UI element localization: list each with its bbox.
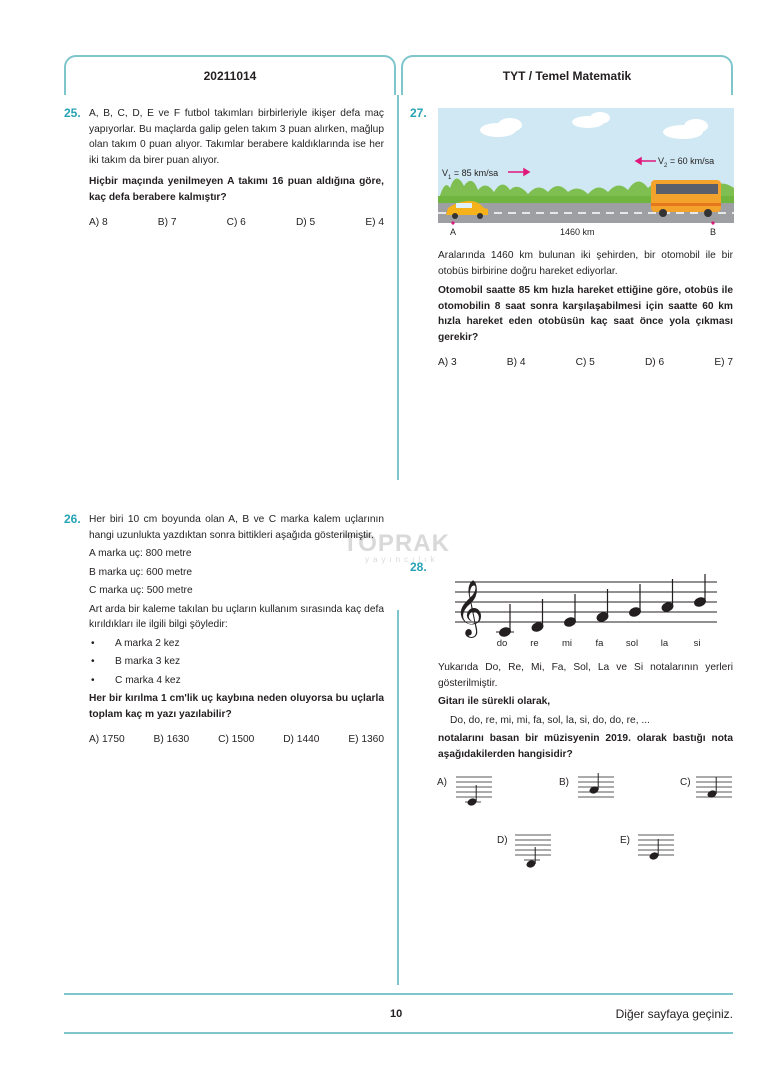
q26-line-a: A marka uç: 800 metre	[89, 548, 192, 559]
watermark-brand: TOPRAK	[343, 530, 450, 557]
q25-option-b[interactable]: B) 7	[157, 217, 177, 228]
footer-rule-bottom	[64, 1032, 733, 1034]
note-label-do: do	[496, 638, 508, 649]
q25-options	[89, 215, 384, 231]
note-label-si: si	[693, 638, 701, 649]
point-b-label: B	[710, 227, 717, 237]
distance-label: 1460 km	[560, 227, 595, 237]
q26-bullet-b: • B marka 3 kez	[89, 654, 384, 670]
bus	[651, 180, 721, 217]
q27-option-b[interactable]: B) 4	[506, 357, 526, 368]
q28-sequence: Do, do, re, mi, mi, fa, sol, la, si, do, do, re, ...	[450, 714, 650, 726]
bullet-icon: •	[91, 637, 95, 649]
q26-bullet-a: • A marka 2 kez	[89, 636, 384, 652]
header-subject: TYT / Temel Matematik	[401, 55, 733, 95]
q27-option-d[interactable]: D) 6	[644, 357, 665, 368]
q28-option-e[interactable]: E)	[620, 831, 680, 871]
bullet-icon: •	[91, 674, 95, 686]
q26-line-b: B marka uç: 600 metre	[89, 566, 193, 578]
footer-rule-top	[64, 993, 733, 995]
q28-text: Yukarıda Do, Re, Mi, Fa, Sol, La ve Si notalarının yerleri gösterilmiştir.	[438, 662, 733, 689]
q27-options	[438, 355, 733, 371]
q26-option-e[interactable]: E) 1360	[348, 734, 384, 745]
note-label-mi: mi	[561, 638, 573, 649]
page-number: 10	[390, 1008, 403, 1020]
question-27	[438, 248, 733, 371]
q28-option-c[interactable]: C)	[680, 773, 740, 813]
q28-option-a[interactable]: A)	[437, 773, 497, 813]
q27-number: 27.	[410, 106, 427, 120]
question-26	[89, 512, 384, 748]
q26-line-c: C marka uç: 500 metre	[89, 585, 193, 596]
v1-label: $V_1 = 85$ km/sa	[442, 168, 499, 181]
q28-lead: Gitarı ile sürekli olarak,	[438, 696, 551, 707]
bullet-icon: •	[91, 656, 95, 667]
q26-text: Her biri 10 cm boyunda olan A, B ve C marka kalem uçlarının hangi uzunlukta yazdıktan sonra bittikleri aşağıda gösterilmiştir.	[89, 514, 384, 541]
q27-road-figure	[438, 108, 734, 238]
notes	[496, 574, 707, 638]
q28-option-d[interactable]: D)	[497, 831, 557, 871]
question-28	[438, 660, 733, 765]
q27-question: Otomobil saatte 85 km hızla hareket ettiğine göre, otobüs ile otomobilin 8 saat sonra karşılaşabilmesi için saatte 60 km hızla hareket eden otobüsün kaç saat önce yola çıkması gerekir?	[438, 285, 733, 343]
q26-option-b[interactable]: B) 1630	[153, 734, 190, 745]
q26-question: Her bir kırılma 1 cm'lik uç kaybına neden oluyorsa bu uçlarla toplam kaç m yazı yazılabilir?	[89, 693, 384, 720]
q25-text: A, B, C, D, E ve F futbol takımları birbirleriyle ikişer defa maç yapıyorlar. Bu maçlarda galip gelen takım 3 puan alırken, mağlup olan takım 0 puan alıyor. Takımlar berabere kaldıklarında ise her iki takım da birer puan alıyor.	[89, 108, 384, 166]
q25-number: 25.	[64, 106, 81, 120]
treble-clef-icon: 𝄞	[455, 582, 484, 635]
note-labels	[497, 638, 701, 649]
q27-option-e[interactable]: E) 7	[714, 357, 733, 368]
q28-number: 28.	[410, 560, 427, 574]
point-a-marker	[451, 221, 454, 224]
note-label-la: la	[660, 638, 669, 649]
note-label-fa: fa	[595, 638, 604, 649]
q25-option-a[interactable]: A) 8	[89, 217, 108, 228]
note-label-sol: sol	[625, 638, 639, 649]
q26-options	[89, 732, 384, 748]
header-booklet-code: 20211014	[64, 55, 396, 95]
q26-text2: Art arda bir kaleme takılan bu uçların kullanım sırasında kaç defa kırıldıkları ile ilgili bilgi şöyledir:	[89, 603, 384, 630]
q26-number: 26.	[64, 512, 81, 526]
next-page-note: Diğer sayfaya geçiniz.	[615, 1007, 733, 1021]
q28-question: notalarını basan bir müzisyenin 2019. olarak bastığı nota aşağıdakilerden hangisidir?	[438, 733, 733, 760]
q25-option-c[interactable]: C) 6	[226, 217, 246, 228]
q26-option-a[interactable]: A) 1750	[89, 734, 125, 745]
q27-option-c[interactable]: C) 5	[575, 357, 595, 368]
column-divider-bottom	[397, 610, 399, 985]
watermark-sub: yayıncılık	[365, 555, 439, 564]
v2-label: $V_2 = 60$ km/sa	[658, 156, 715, 169]
question-25	[89, 106, 384, 231]
q25-option-d[interactable]: D) 5	[295, 217, 316, 228]
q26-bullet-c: • C marka 4 kez	[89, 673, 384, 689]
q25-option-e[interactable]: E) 4	[365, 217, 384, 228]
note-label-re: re	[530, 638, 539, 649]
q27-text: Aralarında 1460 km bulunan iki şehirden, bir otomobil ile bir otobüs birbirine doğru hareket ediyorlar.	[438, 250, 733, 277]
q26-option-d[interactable]: D) 1440	[283, 734, 320, 745]
staff-lines	[455, 582, 717, 622]
q27-option-a[interactable]: A) 3	[438, 357, 457, 368]
q28-staff-figure	[455, 560, 720, 655]
q28-option-b[interactable]: B)	[559, 773, 619, 813]
q25-question: Hiçbir maçında yenilmeyen A takımı 16 puan aldığına göre, kaç defa berabere kalmıştır?	[89, 176, 384, 203]
point-b-marker	[711, 221, 714, 224]
q26-option-c[interactable]: C) 1500	[218, 734, 255, 745]
point-a-label: A	[450, 227, 457, 237]
column-divider-top	[397, 95, 399, 480]
